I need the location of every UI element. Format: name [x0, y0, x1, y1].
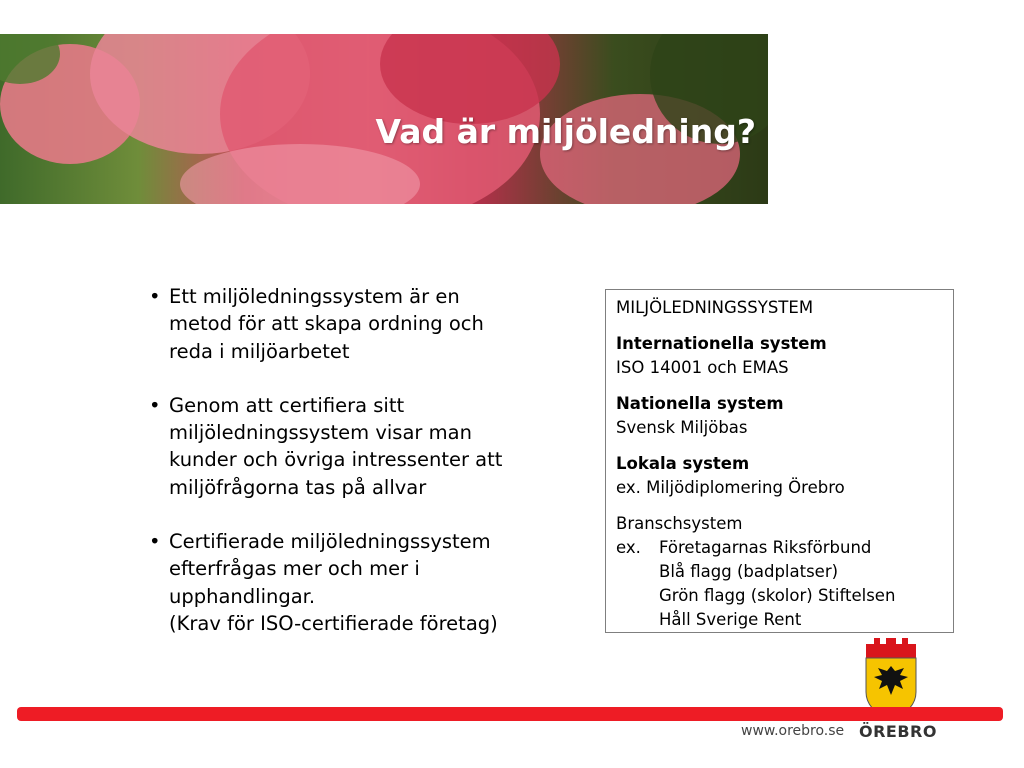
city-logo-text: ÖREBRO [859, 722, 937, 741]
international-title: Internationella system [616, 334, 827, 353]
page-title: Vad är miljöledning? [375, 112, 756, 151]
bullet-item [147, 392, 527, 501]
bullet-item [147, 528, 527, 637]
national-title: Nationella system [616, 394, 784, 413]
header-banner-image [0, 34, 768, 204]
local-text: ex. Miljödiplomering Örebro [616, 478, 845, 497]
branch-prefix: ex. [616, 538, 641, 557]
bullet-line: miljöledningssystem visar man [169, 421, 472, 445]
bullet-line: • Certifierade miljöledningssystem [169, 530, 491, 554]
branch-section [616, 512, 943, 632]
bullet-line: • Ett miljöledningssystem är en [169, 285, 460, 308]
bullet-line: kunder och övriga intressenter att [169, 448, 503, 472]
website-link[interactable]: www.orebro.se [741, 723, 845, 739]
national-text: Svensk Miljöbas [616, 418, 748, 437]
management-systems-box [605, 289, 954, 633]
international-section [616, 332, 943, 380]
branch-row [616, 536, 943, 560]
branch-item: Håll Sverige Rent [659, 610, 802, 629]
branch-item: Blå flagg (badplatser) [659, 562, 839, 581]
branch-title: Branschsystem [616, 514, 743, 533]
bullet-line: (Krav för ISO-certifierade företag) [169, 611, 498, 635]
box-heading: MILJÖLEDNINGSSYSTEM [616, 298, 814, 317]
bullet-line: metod för att skapa ordning och [169, 312, 484, 336]
bullet-line: upphandlingar. [169, 584, 316, 608]
national-section [616, 392, 943, 440]
branch-item: Grön flagg (skolor) Stiftelsen [659, 586, 896, 605]
bullet-line: reda i miljöarbetet [169, 339, 350, 363]
footer-red-bar [17, 707, 1003, 721]
international-text: ISO 14001 och EMAS [616, 358, 789, 377]
bullet-line: • Genom att certifiera sitt [169, 393, 405, 417]
bullet-line: miljöfrågorna tas på allvar [169, 475, 427, 499]
local-section [616, 452, 943, 500]
branch-item: Företagarnas Riksförbund [659, 538, 872, 557]
local-title: Lokala system [616, 454, 750, 473]
bullet-list [147, 283, 527, 664]
bullet-line: efterfrågas mer och mer i [169, 557, 420, 581]
bullet-item [147, 283, 527, 365]
